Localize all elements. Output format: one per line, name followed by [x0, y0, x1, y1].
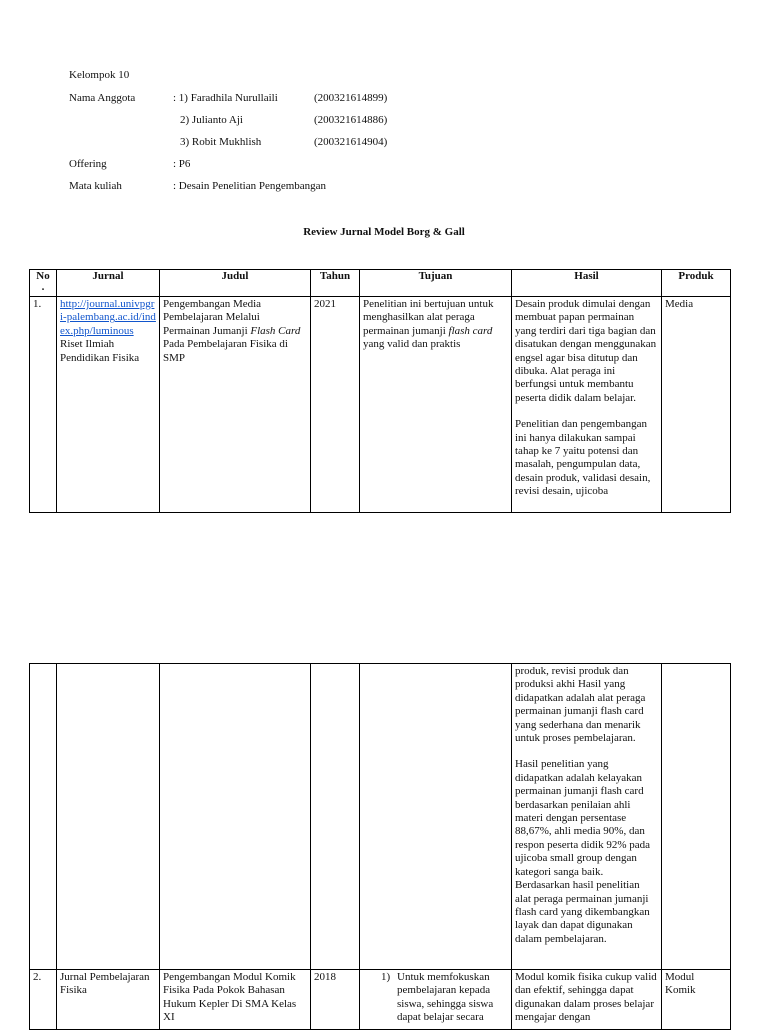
member-name-3: 3) Robit Mukhlish: [180, 136, 262, 148]
members-label: Nama Anggota: [69, 92, 136, 104]
row1-hasil-p1: Desain produk dimulai dengan membuat papan permainan yang terdiri dari tiga bagian dan disatukan dengan menggunakan engsel agar bisa ditutup dan dibuka. Alat peraga ini berfungsi untuk membantu peserta didik dalam belajar.: [515, 298, 657, 404]
document-title: Review Jurnal Model Borg & Gall: [303, 226, 465, 238]
header-judul: Judul: [160, 270, 311, 297]
row2-jurnal: Jurnal Pembelajaran Fisika: [57, 970, 160, 1030]
row2-no: 2.: [30, 970, 57, 1030]
row1-tujuan: [360, 297, 512, 513]
row1c-no: [30, 664, 57, 970]
course-value: : Desain Penelitian Pengembangan: [173, 180, 327, 192]
row1c-hasil-p2: Hasil penelitian yang didapatkan adalah kelayakan permainan jumanji flash card berdasarkan penilaian ahli materi dengan persentase 88,67%, ahli media 90%, dan respon peserta didik 92% pada ujicoba small group dengan kategori sanga baik. Berdasarkan hasil penelitian alat peraga permainan jumanji flash card yang dikembangkan layak dan dapat digunakan dalam pembelajaran.: [515, 758, 651, 945]
member-name-2: 2) Julianto Aji: [180, 114, 243, 126]
objective-list: [363, 971, 508, 1025]
review-table-continued: [29, 663, 731, 1030]
row2-judul: Pengembangan Modul Komik Fisika Pada Pokok Bahasan Hukum Kepler Di SMA Kelas XI: [160, 970, 311, 1030]
row1c-hasil: [512, 664, 662, 970]
header-tujuan: Tujuan: [360, 270, 512, 297]
table-row: [30, 664, 731, 970]
objective-number: 1): [381, 971, 391, 983]
member-name-1: : 1) Faradhila Nurullaili: [173, 92, 278, 104]
row1c-jurnal: [57, 664, 160, 970]
row1-judul-italic: Flash Card: [250, 324, 301, 337]
row1c-produk: [662, 664, 731, 970]
row2-tahun: 2018: [311, 970, 360, 1030]
offering-label: Offering: [69, 158, 107, 170]
row1c-judul: [160, 664, 311, 970]
row1c-tujuan: [360, 664, 512, 970]
row1-judul: [160, 297, 311, 513]
row1-tujuan-text-b: yang valid dan praktis: [363, 338, 461, 351]
row2-hasil: Modul komik fisika cukup valid dan efektif, sehingga dapat digunakan dalam proses belajar mengajar dengan: [512, 970, 662, 1030]
member-id-3: (200321614904): [314, 136, 388, 148]
member-id-1: (200321614899): [314, 92, 388, 104]
row1-tujuan-text-a: Penelitian ini bertujuan untuk menghasilkan alat peraga permainan jumanji: [363, 298, 494, 337]
table-row: [30, 970, 731, 1030]
journal-name: Riset Ilmiah Pendidikan Fisika: [60, 338, 140, 364]
header-no: No .: [30, 270, 57, 297]
row1-produk: Media: [662, 297, 731, 513]
header-jurnal: Jurnal: [57, 270, 160, 297]
row1-tahun: 2021: [311, 297, 360, 513]
offering-value: : P6: [173, 158, 191, 170]
table-header-row: [30, 270, 731, 297]
row1-judul-text-b: Pada Pembelajaran Fisika di SMP: [163, 338, 288, 364]
row1-jurnal: [57, 297, 160, 513]
table-row: [30, 297, 731, 513]
group-label: Kelompok 10: [69, 69, 130, 81]
course-label: Mata kuliah: [69, 180, 122, 192]
objective-text: Untuk memfokuskan pembelajaran kepada siswa, sehingga siswa dapat belajar secara: [397, 971, 494, 1024]
row1c-tahun: [311, 664, 360, 970]
row2-produk: Modul Komik: [662, 970, 731, 1030]
row1-hasil: [512, 297, 662, 513]
row1c-hasil-p1: produk, revisi produk dan produksi akhi Hasil yang didapatkan adalah alat peraga permainan jumanji flash card yang sederhana dan menarik untuk proses pembelajaran.: [515, 665, 646, 745]
list-item: [363, 971, 508, 1025]
header-tahun: Tahun: [311, 270, 360, 297]
row1-hasil-p2: Penelitian dan pengembangan ini hanya dilakukan sampai tahap ke 7 yaitu potensi dan masalah, pengumpulan data, desain produk, validasi desain, revisi desain, ujicoba: [515, 418, 651, 498]
row1-judul-text-a: Pengembangan Media Pembelajaran Melalui Permainan Jumanji: [163, 298, 262, 337]
row1-no: 1.: [30, 297, 57, 513]
member-id-2: (200321614886): [314, 114, 388, 126]
review-table: [29, 269, 731, 513]
header-hasil: Hasil: [512, 270, 662, 297]
row2-tujuan: [360, 970, 512, 1030]
row1-tujuan-italic: flash card: [448, 324, 493, 337]
journal-link[interactable]: http://journal.univpgri-palembang.ac.id/index.php/luminous: [60, 298, 156, 337]
header-produk: Produk: [662, 270, 731, 297]
